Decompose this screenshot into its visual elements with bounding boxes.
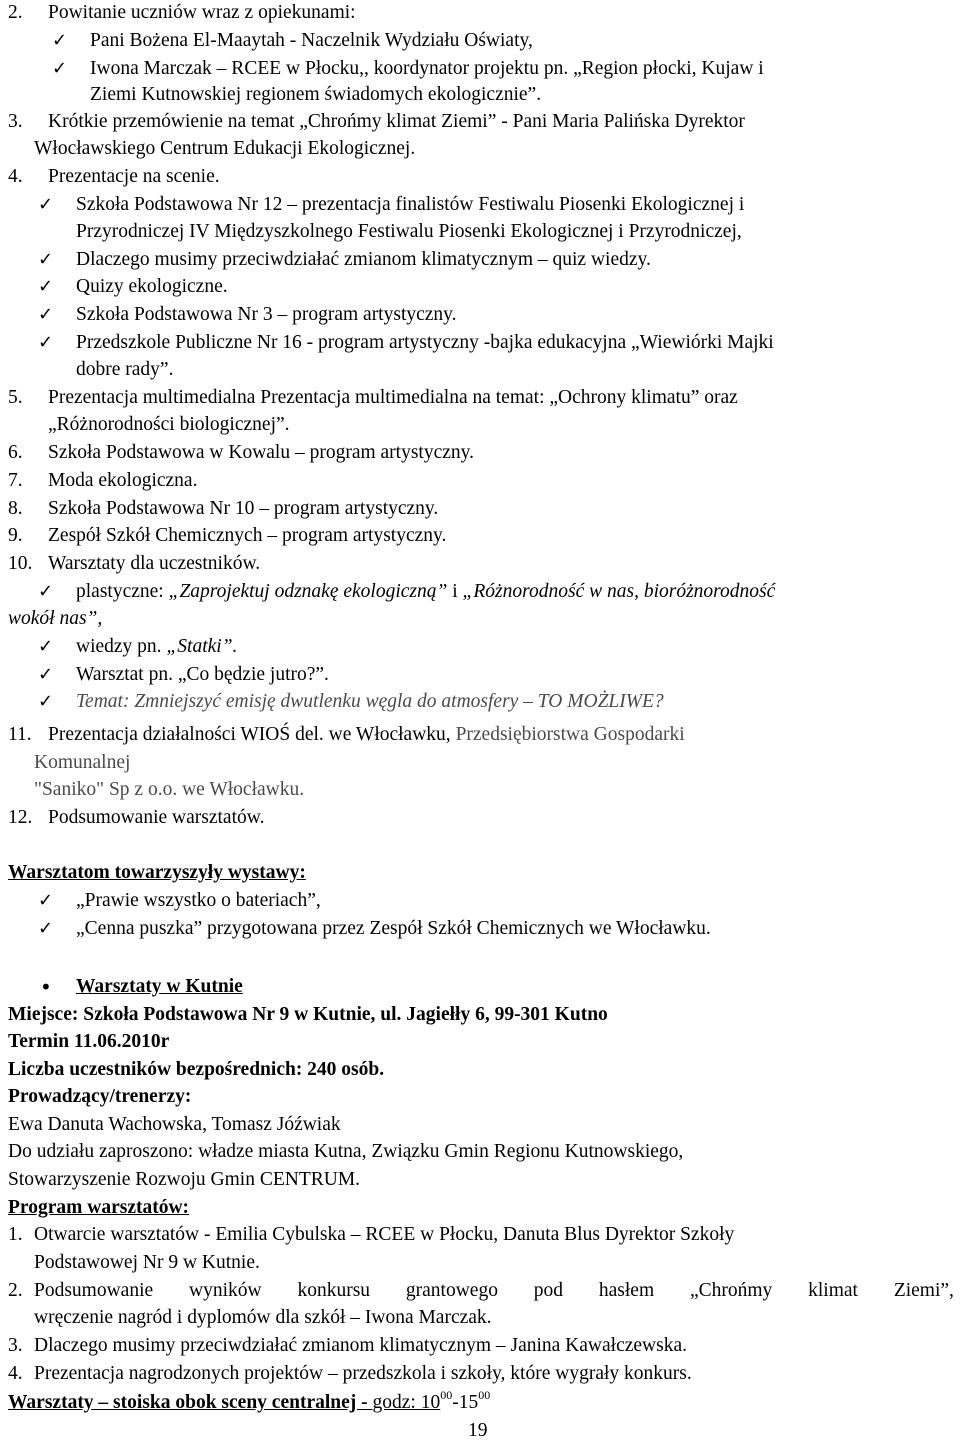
item-4-number: 4. [8, 166, 23, 187]
item-7-text: Moda ekologiczna. [48, 470, 198, 491]
program-1-text-cont: Podstawowej Nr 9 w Kutnie. [34, 1252, 260, 1273]
item-11-number: 11. [8, 724, 32, 745]
kutno-participants: Liczba uczestników bezpośrednich: 240 osób. [8, 1059, 385, 1080]
check-icon [38, 247, 53, 273]
item-3-text-cont: Włocławskiego Centrum Edukacji Ekologicznej. [34, 138, 416, 159]
item-6-number: 6. [8, 442, 23, 463]
trainers-label: Prowadzący/trenerzy: [8, 1086, 192, 1107]
item-10-bullet-4: Temat: Zmniejszyć emisję dwutlenku węgla do atmosfery – TO MOŻLIWE? [76, 691, 664, 712]
kutno-heading: Warsztaty w Kutnie [76, 976, 243, 997]
invited-text-cont: Stowarzyszenie Rozwoju Gmin CENTRUM. [8, 1169, 361, 1190]
item-3-text: Krótkie przemówienie na temat „Chrońmy klimat Ziemi” - Pani Maria Palińska Dyrektor [48, 111, 745, 132]
item-10-bullet-1-cont: wokół nas”, [8, 608, 103, 629]
check-icon [38, 579, 53, 605]
stands-heading: Warsztaty – stoiska obok sceny centralnej - [8, 1392, 373, 1413]
program-3-text: Dlaczego musimy przeciwdziałać zmianom klimatycznym – Janina Kawałczewska. [34, 1335, 687, 1356]
item-4-bullet-1-cont: Przyrodniczej IV Międzyszkolnego Festiwalu Piosenki Ekologicznej i Przyrodniczej, [76, 221, 742, 242]
item-12-number: 12. [8, 807, 33, 828]
exhibitions-heading: Warsztatom towarzyszyły wystawy: [8, 862, 306, 883]
bullet-icon [40, 974, 52, 1002]
item-10-number: 10. [8, 553, 33, 574]
program-4-text: Prezentacja nagrodzonych projektów – przedszkola i szkoły, które wygrały konkurs. [34, 1363, 692, 1384]
kutno-date: Termin 11.06.2010r [8, 1031, 170, 1052]
check-icon [38, 662, 53, 688]
item-8-text: Szkoła Podstawowa Nr 10 – program artystyczny. [48, 498, 439, 519]
item-8-number: 8. [8, 498, 23, 519]
check-icon [52, 56, 67, 82]
program-1-number: 1. [8, 1224, 23, 1245]
workshop-label: plastyczne: [76, 581, 169, 602]
program-2-text [34, 1278, 954, 1304]
stands-time-sup-1: 00 [440, 1388, 453, 1402]
item-7-number: 7. [8, 470, 23, 491]
word: wyników [189, 1280, 262, 1301]
word: grantowego [405, 1280, 498, 1301]
item-4-bullet-5-cont: dobre rady”. [76, 359, 174, 380]
item-11-text-a: Prezentacja działalności WIOŚ del. we Włocławku, [48, 724, 456, 745]
item-2-bullet-2-cont: Ziemi Kutnowskiej regionem świadomych ekologicznie”. [90, 84, 542, 105]
workshop-label: wiedzy pn. [76, 636, 167, 657]
item-10-bullet-2 [76, 634, 237, 660]
item-5-number: 5. [8, 387, 23, 408]
word: Ziemi”, [893, 1280, 954, 1301]
check-icon [52, 28, 67, 54]
workshop-title: „Statki”. [166, 636, 238, 657]
conjunction: i [447, 581, 463, 602]
item-4-bullet-1: Szkoła Podstawowa Nr 12 – prezentacja finalistów Festiwalu Piosenki Ekologicznej i [76, 194, 745, 215]
check-icon [38, 689, 53, 715]
item-3-number: 3. [8, 111, 23, 132]
check-icon [38, 634, 53, 660]
check-icon [38, 888, 53, 914]
check-icon [38, 916, 53, 942]
stands-time-dash: -15 [452, 1392, 479, 1413]
item-4-bullet-3: Quizy ekologiczne. [76, 276, 228, 297]
stands-time-label: godz: 10 [372, 1392, 441, 1413]
program-4-number: 4. [8, 1363, 23, 1384]
program-3-number: 3. [8, 1335, 23, 1356]
word: Podsumowanie [34, 1280, 154, 1301]
word: „Chrońmy [689, 1280, 773, 1301]
exhibition-1: „Prawie wszystko o bateriach”, [76, 890, 321, 911]
trainers-names: Ewa Danuta Wachowska, Tomasz Jóźwiak [8, 1114, 341, 1135]
item-11-text [48, 722, 685, 748]
item-10-bullet-3: Warsztat pn. „Co będzie jutro?”. [76, 664, 329, 685]
item-4-bullet-4: Szkoła Podstawowa Nr 3 – program artystyczny. [76, 304, 457, 325]
item-6-text: Szkoła Podstawowa w Kowalu – program artystyczny. [48, 442, 475, 463]
program-2-text-cont: wręczenie nagród i dyplomów dla szkół – Iwona Marczak. [34, 1307, 492, 1328]
check-icon [38, 274, 53, 300]
item-11-cont-2: "Saniko" Sp z o.o. we Włocławku. [34, 779, 305, 800]
exhibition-2: „Cenna puszka” przygotowana przez Zespół Szkół Chemicznych we Włocławku. [76, 918, 711, 939]
item-9-number: 9. [8, 525, 23, 546]
check-icon [38, 192, 53, 218]
workshop-title-1: „Zaprojektuj odznakę ekologiczną” [168, 581, 448, 602]
invited-text: Do udziału zaproszono: władze miasta Kutna, Związku Gmin Regionu Kutnowskiego, [8, 1141, 684, 1162]
item-4-bullet-2: Dlaczego musimy przeciwdziałać zmianom klimatycznym – quiz wiedzy. [76, 249, 651, 270]
stands-line [8, 1390, 490, 1416]
item-10-bullet-1 [76, 579, 775, 605]
workshop-title-2: „Różnorodność w nas, bioróżnorodność [462, 581, 776, 602]
item-11-text-b: Przedsiębiorstwa Gospodarki [455, 724, 685, 745]
kutno-place: Miejsce: Szkoła Podstawowa Nr 9 w Kutnie, ul. Jagiełły 6, 99-301 Kutno [8, 1004, 608, 1025]
check-icon [38, 302, 53, 328]
item-5-text: Prezentacja multimedialna Prezentacja multimedialna na temat: „Ochrony klimatu” oraz [48, 387, 738, 408]
page-number: 19 [468, 1420, 488, 1441]
item-2-number: 2. [8, 2, 23, 23]
item-5-text-cont: „Różnorodności biologicznej”. [48, 414, 290, 435]
check-icon [38, 330, 53, 356]
word: klimat [808, 1280, 858, 1301]
word: konkursu [297, 1280, 371, 1301]
item-9-text: Zespół Szkół Chemicznych – program artystyczny. [48, 525, 447, 546]
item-2-title: Powitanie uczniów wraz z opiekunami: [48, 2, 356, 23]
item-4-bullet-5: Przedszkole Publiczne Nr 16 - program artystyczny -bajka edukacyjna „Wiewiórki Majki [76, 332, 774, 353]
item-4-title: Prezentacje na scenie. [48, 166, 220, 187]
program-heading: Program warsztatów: [8, 1197, 190, 1218]
item-2-bullet-1: Pani Bożena El-Maaytah - Naczelnik Wydziału Oświaty, [90, 30, 533, 51]
item-12-text: Podsumowanie warsztatów. [48, 807, 265, 828]
stands-time-sup-2: 00 [478, 1388, 491, 1402]
item-10-title: Warsztaty dla uczestników. [48, 553, 261, 574]
item-11-cont-1: Komunalnej [34, 752, 131, 773]
word: hasłem [598, 1280, 655, 1301]
item-2-bullet-2: Iwona Marczak – RCEE w Płocku,, koordynator projektu pn. „Region płocki, Kujaw i [90, 58, 764, 79]
program-2-number: 2. [8, 1280, 23, 1301]
program-1-text: Otwarcie warsztatów - Emilia Cybulska – RCEE w Płocku, Danuta Blus Dyrektor Szkoły [34, 1224, 735, 1245]
word: pod [533, 1280, 564, 1301]
